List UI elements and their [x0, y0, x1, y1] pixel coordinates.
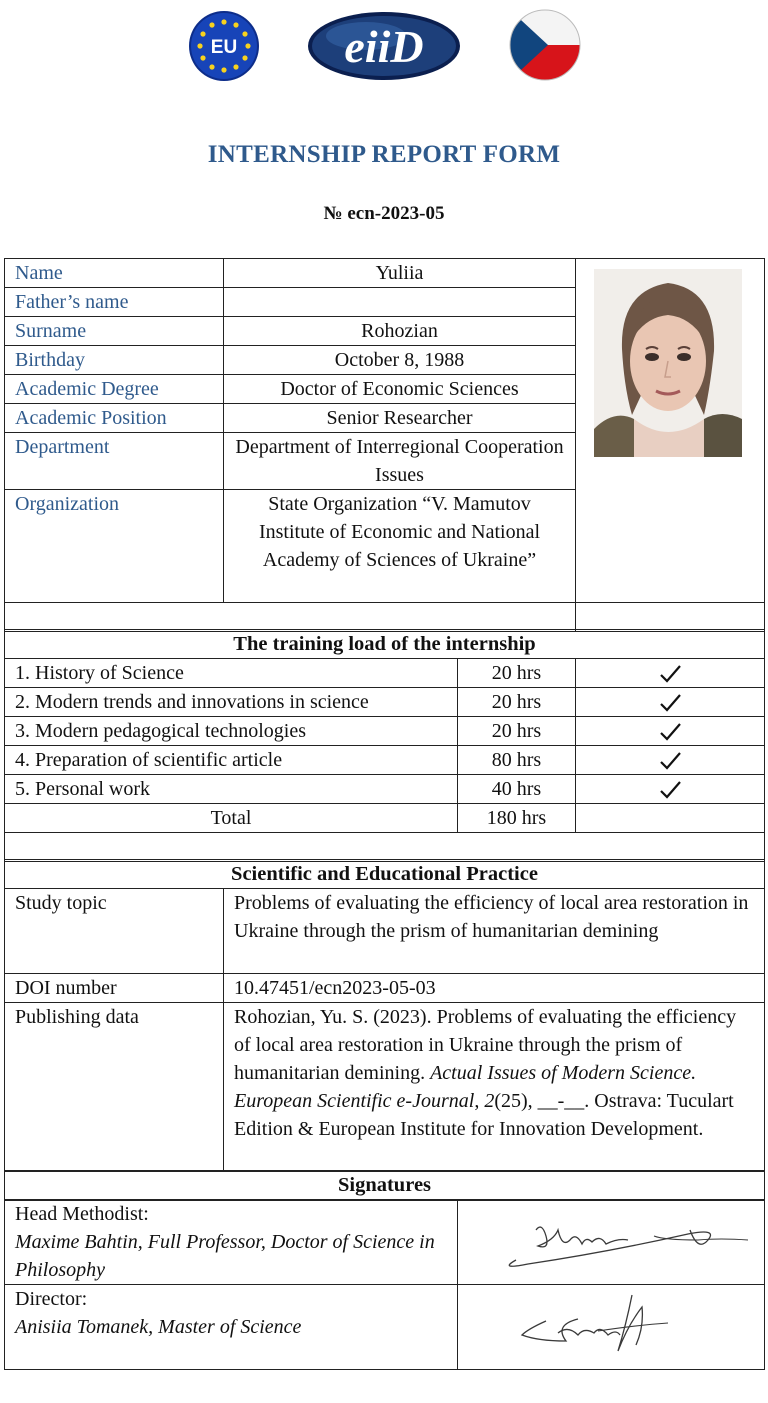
course-name: 4. Preparation of scientific article	[5, 746, 458, 775]
academic-degree-value: Doctor of Economic Sciences	[224, 375, 576, 404]
signatures-table	[4, 1170, 765, 1370]
training-load-table	[4, 629, 765, 862]
logo-bar	[0, 0, 768, 90]
academic-position-value: Senior Researcher	[224, 404, 576, 433]
practice-heading: Scientific and Educational Practice	[5, 860, 765, 889]
blank-cell	[5, 603, 576, 632]
table-row	[5, 1171, 765, 1200]
father-name-label: Father’s name	[5, 288, 224, 317]
table-row	[5, 775, 765, 804]
study-topic-value: Problems of evaluating the efficiency of local area restoration in Ukraine through the prism of humanitarian demining	[224, 889, 765, 974]
spacer-row	[5, 603, 765, 632]
form-number: № ecn-2023-05	[323, 203, 445, 224]
department-label: Department	[5, 433, 224, 490]
total-label: Total	[5, 804, 458, 833]
academic-position-label: Academic Position	[5, 404, 224, 433]
head-methodist-signature	[458, 1200, 764, 1284]
table-row	[5, 717, 765, 746]
form-title: INTERNSHIP REPORT FORM	[207, 141, 561, 168]
table-row	[5, 1200, 765, 1285]
completed-cell	[576, 688, 765, 717]
head-methodist-cell	[5, 1200, 458, 1285]
blank-cell	[576, 603, 765, 632]
blank-cell	[576, 804, 765, 833]
photo-cell	[576, 259, 765, 603]
portrait-photo	[594, 269, 742, 457]
completed-cell	[576, 775, 765, 804]
training-heading: The training load of the internship	[5, 630, 765, 659]
checkmark-icon	[658, 662, 682, 686]
head-methodist-role: Head Methodist:	[15, 1203, 149, 1225]
blank-cell	[5, 833, 765, 862]
table-row	[5, 860, 765, 889]
eiid-logo-icon	[306, 6, 462, 84]
completed-cell	[576, 746, 765, 775]
name-label: Name	[5, 259, 224, 288]
director-role: Director:	[15, 1288, 88, 1310]
table-row	[5, 889, 765, 974]
director-name: Anisiia Tomanek, Master of Science	[15, 1316, 302, 1338]
checkmark-icon	[658, 691, 682, 715]
doi-value: 10.47451/ecn2023-05-03	[224, 974, 765, 1003]
table-row	[5, 1285, 765, 1370]
czech-flag-icon	[508, 8, 582, 82]
birthday-value: October 8, 1988	[224, 346, 576, 375]
citation-separator: ,	[474, 1090, 485, 1112]
surname-label: Surname	[5, 317, 224, 346]
course-hours: 20 hrs	[458, 717, 576, 746]
table-row	[5, 259, 765, 288]
birthday-label: Birthday	[5, 346, 224, 375]
completed-cell	[576, 659, 765, 688]
total-hours: 180 hrs	[458, 804, 576, 833]
publishing-data-label: Publishing data	[5, 1003, 224, 1172]
course-name: 2. Modern trends and innovations in science	[5, 688, 458, 717]
father-name-value	[224, 288, 576, 317]
course-name: 1. History of Science	[5, 659, 458, 688]
organization-label: Organization	[5, 490, 224, 603]
publishing-data-value	[224, 1003, 765, 1172]
table-row	[5, 630, 765, 659]
course-hours: 20 hrs	[458, 659, 576, 688]
table-row	[5, 746, 765, 775]
citation-text: Rohozian, Yu. S. (2023). Problems of evaluating the efficiency of local area restoration in Ukraine through the prism of humanitarian demining.	[234, 1006, 737, 1084]
checkmark-icon	[658, 749, 682, 773]
signatures-heading: Signatures	[5, 1171, 765, 1200]
journal-name: Actual Issues of Modern Science. European Scientific e-Journal	[234, 1062, 697, 1112]
course-hours: 80 hrs	[458, 746, 576, 775]
doi-label: DOI number	[5, 974, 224, 1003]
journal-volume: 2	[484, 1090, 495, 1112]
organization-value: State Organization “V. Mamutov Institute of Economic and National Academy of Sciences of Ukraine”	[224, 490, 576, 603]
eu-logo-icon	[188, 10, 260, 82]
head-methodist-signature-cell	[458, 1200, 765, 1285]
personal-info-table	[4, 258, 765, 632]
table-row	[5, 804, 765, 833]
head-methodist-name: Maxime Bahtin, Full Professor, Doctor of Science in Philosophy	[15, 1231, 435, 1281]
department-value: Department of Interregional Cooperation Issues	[224, 433, 576, 490]
study-topic-label: Study topic	[5, 889, 224, 974]
course-name: 3. Modern pedagogical technologies	[5, 717, 458, 746]
table-row	[5, 688, 765, 717]
course-name: 5. Personal work	[5, 775, 458, 804]
course-hours: 40 hrs	[458, 775, 576, 804]
director-signature	[458, 1285, 764, 1369]
eu-logo-text: EU	[210, 37, 238, 58]
spacer-row	[5, 833, 765, 862]
director-cell	[5, 1285, 458, 1370]
academic-degree-label: Academic Degree	[5, 375, 224, 404]
completed-cell	[576, 717, 765, 746]
name-value: Yuliia	[224, 259, 576, 288]
checkmark-icon	[658, 720, 682, 744]
citation-rest: (25), __-__. Ostrava: Tuculart Edition & European Institute for Innovation Development.	[234, 1090, 734, 1140]
table-row	[5, 1003, 765, 1172]
checkmark-icon	[658, 778, 682, 802]
practice-table	[4, 859, 765, 1201]
course-hours: 20 hrs	[458, 688, 576, 717]
director-signature-cell	[458, 1285, 765, 1370]
table-row	[5, 659, 765, 688]
eiid-logo-text: eiiD	[344, 21, 424, 72]
table-row	[5, 974, 765, 1003]
surname-value: Rohozian	[224, 317, 576, 346]
